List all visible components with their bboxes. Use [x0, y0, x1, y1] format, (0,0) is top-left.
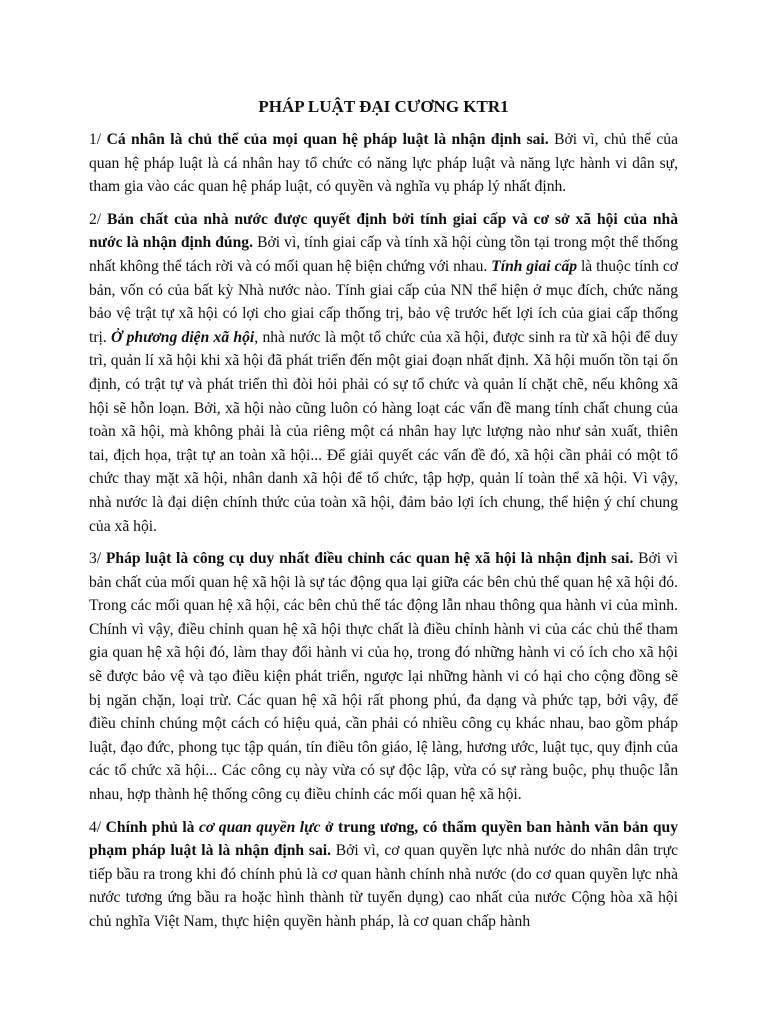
paragraph-1: [89, 128, 678, 199]
paragraph-4-statement-1: Chính phủ là: [105, 818, 199, 836]
paragraph-3-number: 3/: [89, 550, 106, 568]
paragraph-2-emphasis-2: Ở phương diện xã hội: [111, 328, 255, 346]
paragraph-3-statement: Pháp luật là công cụ duy nhất điều chỉnh các quan hệ xã hội là nhận định sai.: [105, 550, 634, 568]
paragraph-2-text-1: Bởi vì, tính giai cấp và tính xã hội cùng tồn tại trong một thể thống nhất không thể tách rời và có mối quan hệ biện chứng với nhau.: [89, 234, 679, 275]
paragraph-1-text: Bởi vì, chủ thể của quan hệ pháp luật là cá nhân hay tổ chức có năng lực pháp luật và năng lực hành vi dân sự, tham gia vào các quan hệ pháp luật, có quyền và nghĩa vụ pháp lý nhất định.: [89, 131, 679, 196]
paragraph-1-number: 1/: [89, 131, 107, 148]
paragraph-2-text-2: là thuộc tính cơ bản, vốn có của bất kỳ Nhà nước nào. Tính giai cấp của NN thể hiện ở mục đích, chức năng bảo vệ trật tự xã hội có lợi cho giai cấp thống trị, bảo vệ trước hết lợi ích của giai cấp thống trị.: [89, 257, 678, 346]
paragraph-4: [89, 816, 678, 934]
paragraph-4-emphasis: cơ quan quyền lực: [198, 818, 321, 836]
paragraph-1-statement: Cá nhân là chủ thể của mọi quan hệ pháp luật là nhận định sai.: [106, 131, 549, 148]
paragraph-2: [89, 208, 678, 538]
paragraph-2-statement: Bản chất của nhà nước được quyết định bởi tính giai cấp và cơ sở xã hội của nhà nước là nhận định đúng.: [89, 210, 678, 252]
paragraph-3: [89, 547, 678, 807]
paragraph-2-text-3: , nhà nước là một tổ chức của xã hội, được sinh ra từ xã hội để duy trì, quản lí xã hội khi xã hội đã phát triển đến một giai đoạn nhất định. Xã hội muốn tồn tại ổn định, có trật tự và phát triển thì đòi hỏi phải có sự tổ chức và quản lí chặt chẽ, nếu không xã hội sẽ hỗn loạn. Bởi, xã hội nào cũng luôn có hàng loạt các vấn đề mang tính chất chung của toàn xã hội, mà không phải là của riêng một cá nhân hay lực lượng nào như sản xuất, thiên tai, địch họa, trật tự an toàn xã hội... Để giải quyết các vấn đề đó, xã hội cần phải có một tổ chức thay mặt xã hội, nhân danh xã hội để tổ chức, tập hợp, quản lí toàn thể xã hội. Vì vậy, nhà nước là đại diện chính thức của toàn xã hội, đảm bảo lợi ích chung, thể hiện ý chí chung của xã hội.: [89, 328, 678, 535]
paragraph-4-number: 4/: [89, 818, 106, 836]
paragraph-4-statement-2: ở trung ương, có thẩm quyền ban hành văn bản quy phạm pháp luật là là nhận định sai.: [89, 818, 678, 860]
paragraph-2-number: 2/: [89, 210, 107, 228]
paragraph-3-text: Bởi vì bản chất của mối quan hệ xã hội là sự tác động qua lại giữa các bên chủ thể quan hệ xã hội đó. Trong các mối quan hệ xã hội, các bên chủ thể tác động lẫn nhau thông qua hành vi của mình. Chính vì vậy, điều chỉnh quan hệ xã hội thực chất là điều chỉnh hành vi của các chủ thể tham gia quan hệ xã hội đó, làm thay đổi hành vi của họ, trong đó những hành vi có ích cho xã hội sẽ được bảo vệ và tạo điều kiện phát triển, ngược lại những hành vi có hại cho cộng đồng sẽ bị ngăn chặn, loại trừ. Các quan hệ xã hội rất phong phú, đa dạng và phức tạp, bởi vậy, để điều chỉnh chúng một cách có hiệu quả, cần phải có nhiều công cụ khác nhau, bao gồm pháp luật, đạo đức, phong tục tập quán, tín điều tôn giáo, lệ làng, hương ước, luật tục, quy định của các tổ chức xã hội... Các công cụ này vừa có sự độc lập, vừa có sự ràng buộc, phụ thuộc lẫn nhau, hợp thành hệ thống công cụ điều chỉnh các mối quan hệ xã hội.: [89, 550, 679, 804]
paragraph-4-text: Bởi vì, cơ quan quyền lực nhà nước do nhân dân trực tiếp bầu ra trong khi đó chính phủ là cơ quan hành chính nhà nước (do cơ quan quyền lực nhà nước tương ứng bầu ra hoặc hình thành từ tuyển dụng) cao nhất của nước Cộng hòa xã hội chủ nghĩa Việt Nam, thực hiện quyền hành pháp, là cơ quan chấp hành: [89, 842, 678, 930]
document-title: PHÁP LUẬT ĐẠI CƯƠNG KTR1: [258, 97, 509, 116]
paragraph-2-emphasis-1: Tính giai cấp: [491, 257, 578, 275]
